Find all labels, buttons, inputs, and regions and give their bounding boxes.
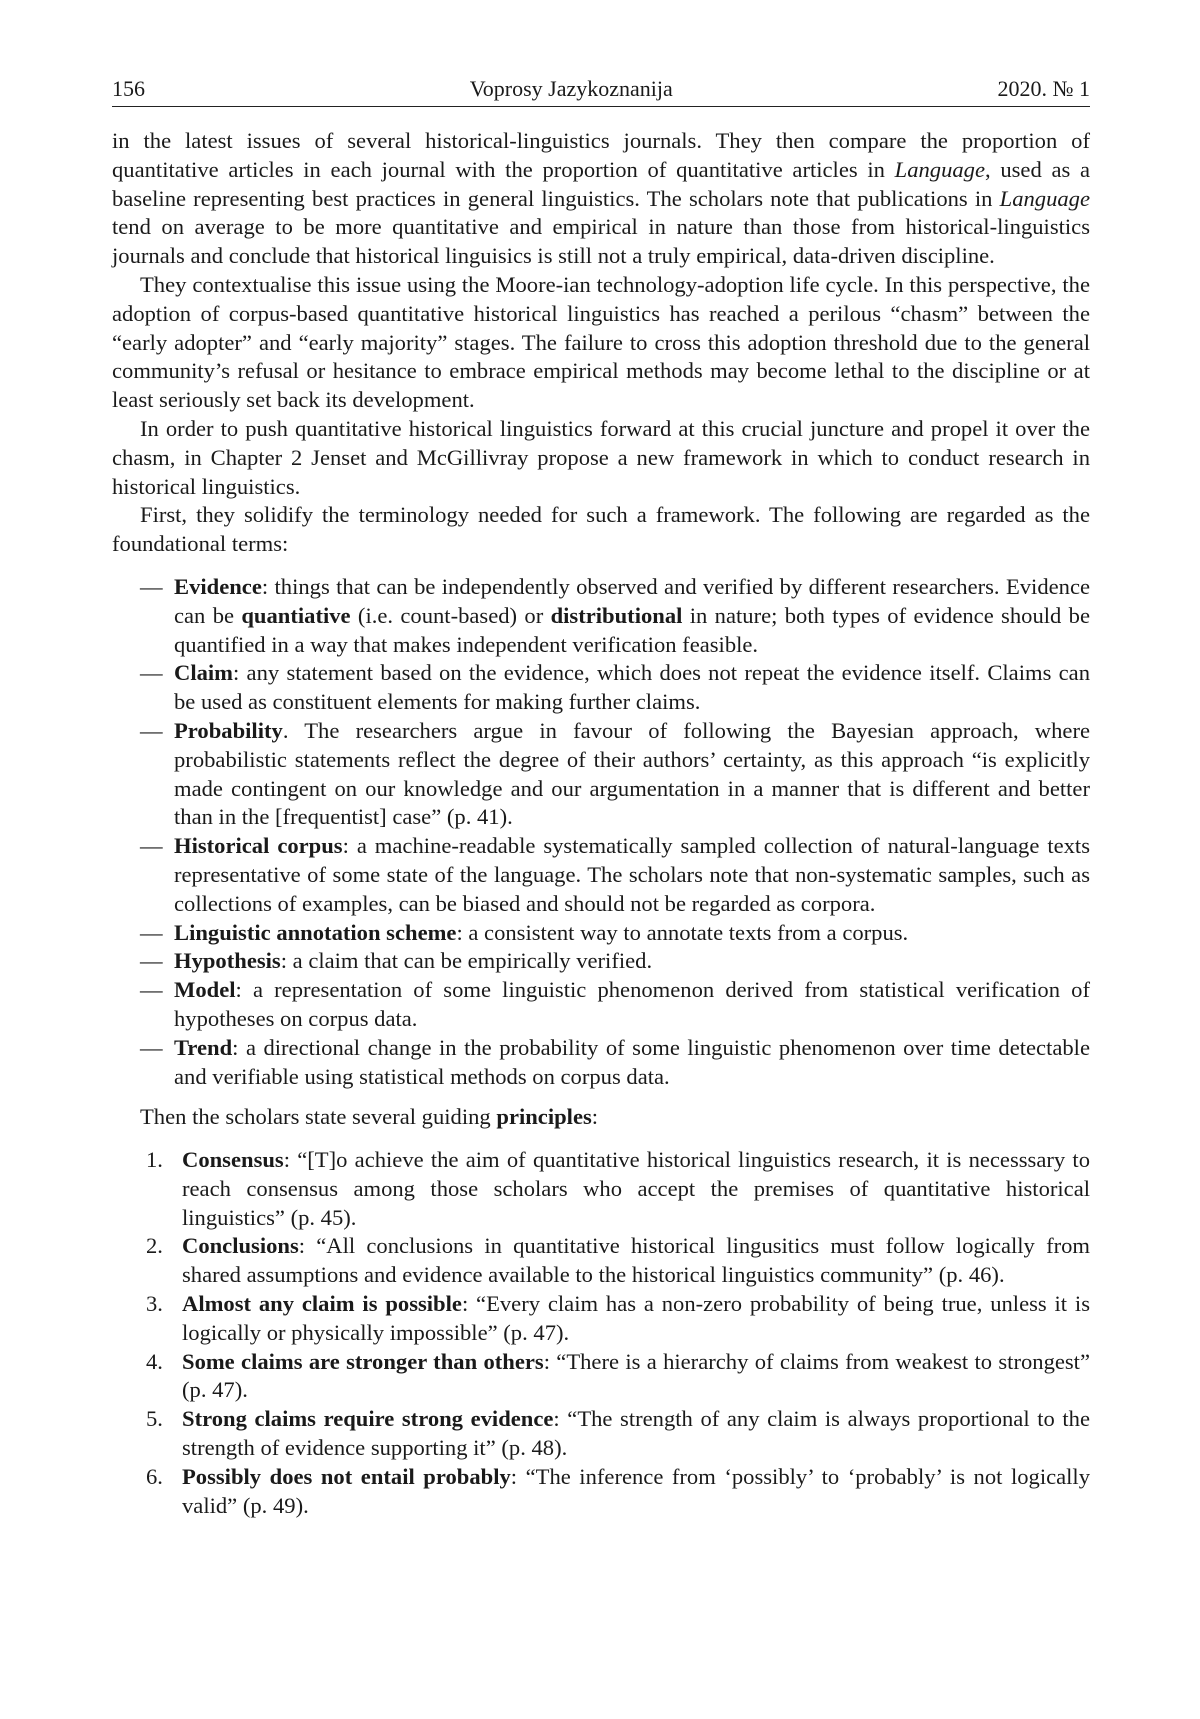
dash-bullet: — (140, 919, 163, 945)
list-number: 3. (146, 1291, 163, 1317)
paragraph-1 (112, 127, 1090, 271)
term-emphasis: quantiative (241, 602, 351, 628)
term-definition: : a directional change in the probability of some linguistic phenomenon over time detectable and verifiable using statistical methods on corpus data. (174, 1034, 1090, 1089)
principles-intro (112, 1103, 1090, 1132)
principle-title: Conclusions (182, 1233, 299, 1259)
term-name: Claim (174, 660, 233, 686)
principle-item (112, 1146, 1090, 1232)
term-definition: : a machine-readable systematically sampled collection of natural-language texts representative of some state of the language. The scholars note that non-systematic samples, such as collections of examples, can be biased and should not be regarded as corpora. (174, 833, 1090, 916)
principle-title: Almost any claim is possible (182, 1291, 462, 1317)
term-definition: : any statement based on the evidence, which does not repeat the evidence itself. Claims can be used as constituent elements for making further claims. (174, 660, 1090, 715)
paragraph-1-text-e: tend on average to be more quantitative and empirical in nature than those from historical-linguistics journals and conclude that historical linguisics is still not a truly empirical, data-driven discipline. (112, 214, 1090, 269)
paragraph-4: First, they solidify the terminology needed for such a framework. The following are regarded as the foundational terms: (112, 502, 1090, 557)
principle-text: : “The inference from ‘possibly’ to ‘probably’ is not logically valid” (p. 49). (182, 1463, 1091, 1518)
principles-intro-text: Then the scholars state several guiding (140, 1104, 497, 1130)
list-number: 1. (146, 1147, 163, 1173)
principle-text: : “[T]o achieve the aim of quantitative historical linguistics research, it is necesssary to reach consensus among those scholars who accept the premises of quantitative historical linguistics” (p. 45). (182, 1147, 1090, 1230)
list-number: 5. (146, 1406, 163, 1432)
term-emphasis: distributional (550, 602, 683, 628)
term-name: Probability (174, 717, 283, 743)
list-number: 2. (146, 1233, 163, 1259)
term-name: Trend (174, 1034, 233, 1060)
principle-text: : “Every claim has a non-zero probability of being true, unless it is logically or physically impossible” (p. 47). (182, 1291, 1090, 1345)
term-name: Evidence (174, 573, 262, 599)
term-name: Linguistic annotation scheme (174, 919, 457, 945)
dash-bullet: — (140, 573, 163, 599)
term-definition: in nature; both types of evidence should be quantified in a way that makes independent verification feasible. (174, 602, 1090, 657)
terms-list (112, 573, 1090, 1091)
term-definition: (i.e. count-based) or (350, 602, 551, 628)
term-definition: : things that can be independently observed and verified by different researchers. Evidence can be (174, 573, 1090, 628)
journal-name-language: Language (999, 185, 1090, 211)
dash-bullet: — (140, 660, 163, 686)
paragraph-2: They contextualise this issue using the Moore-ian technology-adoption life cycle. In this perspective, the adoption of corpus-based quantitative historical linguistics has reached a perilous “chasm” between the “early adopter” and “early majority” stages. The failure to cross this adoption threshold due to the general community’s refusal or hesitance to embrace empirical methods may become lethal to the discipline or at least seriously set back its development. (112, 271, 1090, 413)
term-name: Historical corpus (174, 833, 343, 859)
term-item (112, 659, 1090, 717)
principle-title: Consensus (182, 1147, 284, 1173)
journal-name-language: Language (894, 156, 985, 182)
running-header (112, 74, 1090, 107)
dash-bullet: — (140, 833, 163, 859)
paragraph-3: In order to push quantitative historical linguistics forward at this crucial juncture and propel it over the chasm, in Chapter 2 Jenset and McGillivray propose a new framework in which to conduct research in historical linguistics. (112, 415, 1090, 499)
principle-item (112, 1405, 1090, 1463)
term-definition: : a claim that can be empirically verified. (280, 948, 653, 974)
principle-text: : “All conclusions in quantitative historical lingusitics must follow logically from shared assumptions and evidence available to the historical linguistics community” (p. 46). (182, 1233, 1090, 1288)
term-definition: : a representation of some linguistic phenomenon derived from statistical verification of hypotheses on corpus data. (174, 977, 1090, 1031)
principles-intro-colon: : (591, 1104, 599, 1130)
journal-title: Voprosy Jazykoznanija (469, 76, 673, 101)
term-definition: : a consistent way to annotate texts from a corpus. (456, 919, 909, 945)
term-item (112, 573, 1090, 659)
issue-number: 2020. № 1 (997, 76, 1090, 101)
dash-bullet: — (140, 948, 163, 974)
page-number: 156 (112, 76, 145, 101)
term-name: Model (174, 977, 236, 1003)
paragraph-1-text-a: in the latest issues of several historical-linguistics journals. They then compare the proportion of quantitative articles in each journal with the proportion of quantitative articles in (112, 128, 1090, 182)
term-item (112, 832, 1090, 918)
principles-keyword: principles (496, 1104, 592, 1130)
principle-item (112, 1290, 1090, 1348)
term-definition: . The researchers argue in favour of following the Bayesian approach, where probabilistic statements reflect the degree of their authors’ certainty, as this approach “is explicitly made contingent on our knowledge and our argumentation in a manner that is different and better than in the [frequentist] case” (p. 41). (174, 717, 1090, 830)
list-number: 6. (146, 1463, 163, 1489)
dash-bullet: — (140, 1034, 163, 1060)
principle-title: Some claims are stronger than others (182, 1348, 544, 1374)
document-page (112, 74, 1090, 1520)
principles-list (112, 1146, 1090, 1520)
term-item (112, 947, 1090, 976)
term-item (112, 1034, 1090, 1092)
principle-item (112, 1232, 1090, 1290)
term-item (112, 717, 1090, 832)
paragraph-1-text-c: , used as a baseline representing best practices in general linguistics. The scholars note that publications in (112, 156, 1090, 211)
term-name: Hypothesis (174, 948, 281, 974)
article-body (112, 127, 1090, 1520)
principle-item (112, 1463, 1090, 1521)
term-item (112, 919, 1090, 948)
principle-title: Strong claims require strong evidence (182, 1406, 554, 1432)
list-number: 4. (146, 1348, 163, 1374)
term-item (112, 976, 1090, 1034)
dash-bullet: — (140, 977, 163, 1003)
principle-text: : “The strength of any claim is always proportional to the strength of evidence supporting it” (p. 48). (182, 1406, 1090, 1461)
principle-item (112, 1348, 1090, 1406)
principle-text: : “There is a hierarchy of claims from weakest to strongest” (p. 47). (182, 1348, 1090, 1403)
principle-title: Possibly does not entail probably (182, 1463, 511, 1489)
dash-bullet: — (140, 717, 163, 743)
